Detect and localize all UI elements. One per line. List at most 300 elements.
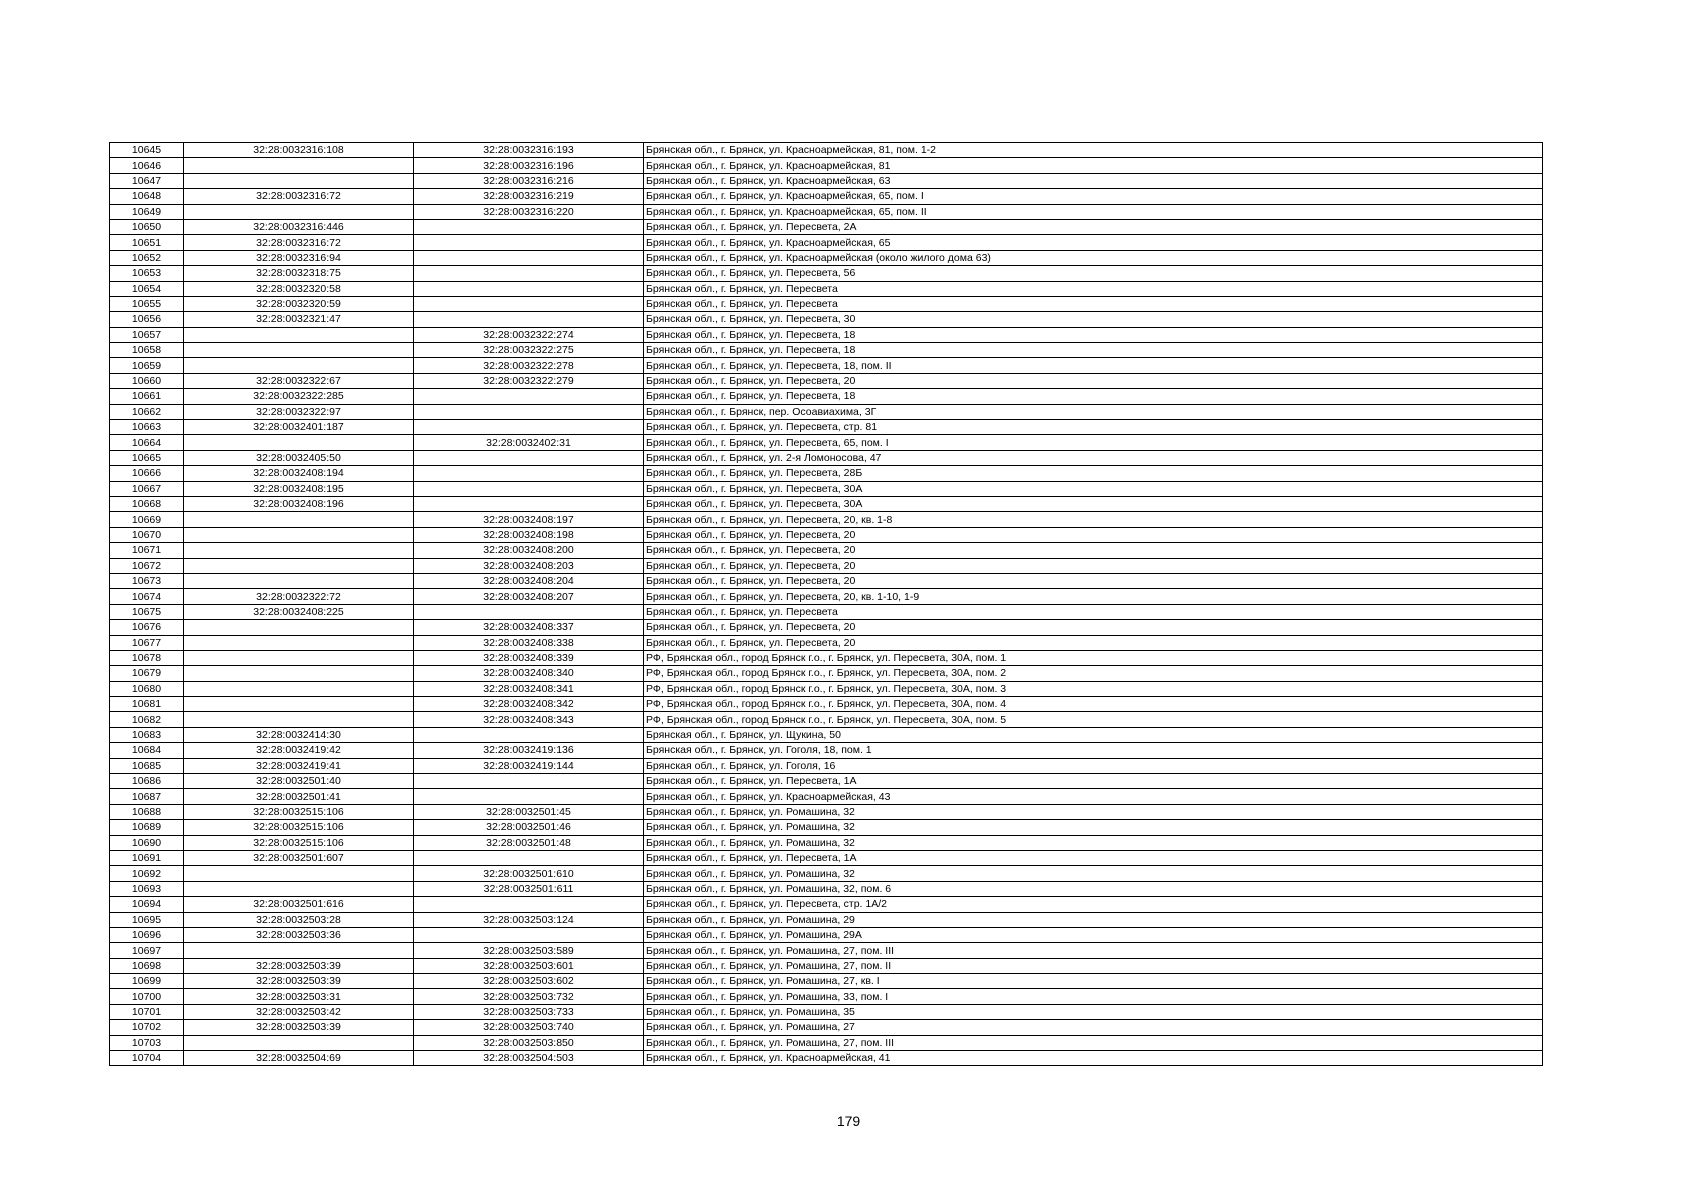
land-cadastral-number-cell: 32:28:0032318:75 xyxy=(184,266,414,281)
land-cadastral-number-cell: 32:28:0032515:106 xyxy=(184,820,414,835)
address-cell: Брянская обл., г. Брянск, ул. Пересвета, 20 xyxy=(644,635,1543,650)
building-cadastral-number-cell xyxy=(414,466,644,481)
table-row xyxy=(110,1035,1543,1050)
address-cell: Брянская обл., г. Брянск, ул. Пересвета, 20 xyxy=(644,373,1543,388)
building-cadastral-number-cell: 32:28:0032408:341 xyxy=(414,681,644,696)
row-number-cell: 10672 xyxy=(110,558,184,573)
building-cadastral-number-cell: 32:28:0032501:46 xyxy=(414,820,644,835)
row-number-cell: 10699 xyxy=(110,974,184,989)
land-cadastral-number-cell: 32:28:0032503:39 xyxy=(184,1020,414,1035)
table-row xyxy=(110,743,1543,758)
table-row xyxy=(110,204,1543,219)
table-row xyxy=(110,850,1543,865)
table-row xyxy=(110,312,1543,327)
table-row xyxy=(110,1051,1543,1066)
row-number-cell: 10692 xyxy=(110,866,184,881)
building-cadastral-number-cell xyxy=(414,604,644,619)
address-cell: Брянская обл., г. Брянск, ул. Пересвета xyxy=(644,604,1543,619)
row-number-cell: 10693 xyxy=(110,881,184,896)
land-cadastral-number-cell xyxy=(184,358,414,373)
table-row xyxy=(110,666,1543,681)
address-cell: Брянская обл., г. Брянск, ул. Пересвета, 20 xyxy=(644,620,1543,635)
address-cell: Брянская обл., г. Брянск, ул. Ромашина, 27, пом. III xyxy=(644,943,1543,958)
building-cadastral-number-cell: 32:28:0032408:207 xyxy=(414,589,644,604)
land-cadastral-number-cell xyxy=(184,650,414,665)
address-cell: Брянская обл., г. Брянск, ул. Пересвета, 18, пом. II xyxy=(644,358,1543,373)
building-cadastral-number-cell xyxy=(414,235,644,250)
table-row xyxy=(110,943,1543,958)
row-number-cell: 10650 xyxy=(110,219,184,234)
building-cadastral-number-cell xyxy=(414,774,644,789)
table-row xyxy=(110,712,1543,727)
building-cadastral-number-cell: 32:28:0032408:342 xyxy=(414,697,644,712)
row-number-cell: 10646 xyxy=(110,158,184,173)
table-row xyxy=(110,820,1543,835)
building-cadastral-number-cell: 32:28:0032408:338 xyxy=(414,635,644,650)
building-cadastral-number-cell: 32:28:0032503:589 xyxy=(414,943,644,958)
row-number-cell: 10694 xyxy=(110,897,184,912)
land-cadastral-number-cell: 32:28:0032501:41 xyxy=(184,789,414,804)
table-row xyxy=(110,450,1543,465)
table-row xyxy=(110,1020,1543,1035)
table-row xyxy=(110,681,1543,696)
land-cadastral-number-cell: 32:28:0032501:40 xyxy=(184,774,414,789)
address-cell: Брянская обл., г. Брянск, ул. Гоголя, 18, пом. 1 xyxy=(644,743,1543,758)
cadastral-table xyxy=(109,142,1543,1066)
table-row xyxy=(110,912,1543,927)
building-cadastral-number-cell: 32:28:0032408:343 xyxy=(414,712,644,727)
building-cadastral-number-cell: 32:28:0032316:193 xyxy=(414,143,644,158)
land-cadastral-number-cell: 32:28:0032316:72 xyxy=(184,189,414,204)
table-row xyxy=(110,974,1543,989)
table-row xyxy=(110,481,1543,496)
land-cadastral-number-cell xyxy=(184,158,414,173)
row-number-cell: 10652 xyxy=(110,250,184,265)
table-row xyxy=(110,897,1543,912)
building-cadastral-number-cell: 32:28:0032419:144 xyxy=(414,758,644,773)
building-cadastral-number-cell: 32:28:0032408:340 xyxy=(414,666,644,681)
address-cell: Брянская обл., г. Брянск, ул. Красноармейская, 65 xyxy=(644,235,1543,250)
table-row xyxy=(110,697,1543,712)
table-row xyxy=(110,266,1543,281)
address-cell: Брянская обл., г. Брянск, ул. Красноармейская, 43 xyxy=(644,789,1543,804)
row-number-cell: 10655 xyxy=(110,296,184,311)
table-row xyxy=(110,804,1543,819)
row-number-cell: 10671 xyxy=(110,543,184,558)
row-number-cell: 10673 xyxy=(110,573,184,588)
row-number-cell: 10667 xyxy=(110,481,184,496)
building-cadastral-number-cell xyxy=(414,404,644,419)
address-cell: Брянская обл., г. Брянск, ул. Красноармейская, 81 xyxy=(644,158,1543,173)
row-number-cell: 10662 xyxy=(110,404,184,419)
building-cadastral-number-cell xyxy=(414,389,644,404)
row-number-cell: 10648 xyxy=(110,189,184,204)
row-number-cell: 10670 xyxy=(110,527,184,542)
address-cell: Брянская обл., г. Брянск, ул. Пересвета, 65, пом. I xyxy=(644,435,1543,450)
building-cadastral-number-cell xyxy=(414,481,644,496)
row-number-cell: 10674 xyxy=(110,589,184,604)
land-cadastral-number-cell: 32:28:0032316:446 xyxy=(184,219,414,234)
address-cell: Брянская обл., г. Брянск, ул. Пересвета, 30А xyxy=(644,496,1543,511)
table-row xyxy=(110,373,1543,388)
building-cadastral-number-cell: 32:28:0032322:279 xyxy=(414,373,644,388)
row-number-cell: 10698 xyxy=(110,958,184,973)
table-row xyxy=(110,758,1543,773)
land-cadastral-number-cell: 32:28:0032321:47 xyxy=(184,312,414,327)
row-number-cell: 10647 xyxy=(110,173,184,188)
building-cadastral-number-cell: 32:28:0032503:850 xyxy=(414,1035,644,1050)
row-number-cell: 10680 xyxy=(110,681,184,696)
land-cadastral-number-cell: 32:28:0032503:36 xyxy=(184,927,414,942)
table-row xyxy=(110,281,1543,296)
table-row xyxy=(110,235,1543,250)
land-cadastral-number-cell: 32:28:0032501:607 xyxy=(184,850,414,865)
land-cadastral-number-cell xyxy=(184,543,414,558)
land-cadastral-number-cell: 32:28:0032501:616 xyxy=(184,897,414,912)
row-number-cell: 10685 xyxy=(110,758,184,773)
table-row xyxy=(110,604,1543,619)
land-cadastral-number-cell xyxy=(184,558,414,573)
building-cadastral-number-cell: 32:28:0032408:204 xyxy=(414,573,644,588)
table-body xyxy=(110,143,1543,1066)
land-cadastral-number-cell xyxy=(184,635,414,650)
address-cell: Брянская обл., г. Брянск, ул. Пересвета, стр. 81 xyxy=(644,420,1543,435)
building-cadastral-number-cell: 32:28:0032316:220 xyxy=(414,204,644,219)
table-row xyxy=(110,466,1543,481)
address-cell: Брянская обл., г. Брянск, ул. Пересвета, 1А xyxy=(644,774,1543,789)
table-row xyxy=(110,958,1543,973)
table-row xyxy=(110,620,1543,635)
address-cell: Брянская обл., г. Брянск, ул. Пересвета, 28Б xyxy=(644,466,1543,481)
land-cadastral-number-cell: 32:28:0032322:97 xyxy=(184,404,414,419)
address-cell: Брянская обл., г. Брянск, ул. Ромашина, 27, кв. I xyxy=(644,974,1543,989)
row-number-cell: 10663 xyxy=(110,420,184,435)
address-cell: Брянская обл., г. Брянск, ул. Красноармейская, 65, пом. II xyxy=(644,204,1543,219)
address-cell: Брянская обл., г. Брянск, ул. Пересвета, 20 xyxy=(644,543,1543,558)
row-number-cell: 10651 xyxy=(110,235,184,250)
address-cell: РФ, Брянская обл., город Брянск г.о., г. Брянск, ул. Пересвета, 30А, пом. 3 xyxy=(644,681,1543,696)
row-number-cell: 10684 xyxy=(110,743,184,758)
land-cadastral-number-cell xyxy=(184,327,414,342)
row-number-cell: 10701 xyxy=(110,1004,184,1019)
table-row xyxy=(110,650,1543,665)
land-cadastral-number-cell: 32:28:0032408:225 xyxy=(184,604,414,619)
row-number-cell: 10654 xyxy=(110,281,184,296)
building-cadastral-number-cell xyxy=(414,420,644,435)
land-cadastral-number-cell: 32:28:0032322:285 xyxy=(184,389,414,404)
building-cadastral-number-cell xyxy=(414,850,644,865)
address-cell: Брянская обл., г. Брянск, ул. Красноармейская, 81, пом. 1-2 xyxy=(644,143,1543,158)
address-cell: Брянская обл., г. Брянск, ул. Пересвета, 20 xyxy=(644,558,1543,573)
building-cadastral-number-cell: 32:28:0032503:124 xyxy=(414,912,644,927)
table-row xyxy=(110,835,1543,850)
building-cadastral-number-cell: 32:28:0032408:200 xyxy=(414,543,644,558)
address-cell: Брянская обл., г. Брянск, ул. Пересвета, 2А xyxy=(644,219,1543,234)
building-cadastral-number-cell xyxy=(414,496,644,511)
land-cadastral-number-cell xyxy=(184,435,414,450)
land-cadastral-number-cell: 32:28:0032419:41 xyxy=(184,758,414,773)
land-cadastral-number-cell: 32:28:0032503:39 xyxy=(184,974,414,989)
row-number-cell: 10677 xyxy=(110,635,184,650)
row-number-cell: 10695 xyxy=(110,912,184,927)
land-cadastral-number-cell xyxy=(184,173,414,188)
address-cell: Брянская обл., г. Брянск, ул. Гоголя, 16 xyxy=(644,758,1543,773)
row-number-cell: 10682 xyxy=(110,712,184,727)
building-cadastral-number-cell: 32:28:0032501:48 xyxy=(414,835,644,850)
building-cadastral-number-cell xyxy=(414,250,644,265)
address-cell: РФ, Брянская обл., город Брянск г.о., г. Брянск, ул. Пересвета, 30А, пом. 2 xyxy=(644,666,1543,681)
land-cadastral-number-cell: 32:28:0032503:28 xyxy=(184,912,414,927)
table-row xyxy=(110,189,1543,204)
table-row xyxy=(110,143,1543,158)
table-row xyxy=(110,558,1543,573)
row-number-cell: 10687 xyxy=(110,789,184,804)
address-cell: Брянская обл., г. Брянск, ул. Пересвета, 20, кв. 1-10, 1-9 xyxy=(644,589,1543,604)
row-number-cell: 10688 xyxy=(110,804,184,819)
address-cell: Брянская обл., г. Брянск, ул. Щукина, 50 xyxy=(644,727,1543,742)
land-cadastral-number-cell: 32:28:0032408:194 xyxy=(184,466,414,481)
building-cadastral-number-cell: 32:28:0032316:196 xyxy=(414,158,644,173)
address-cell: Брянская обл., г. Брянск, ул. Пересвета, 18 xyxy=(644,327,1543,342)
building-cadastral-number-cell xyxy=(414,281,644,296)
address-cell: Брянская обл., г. Брянск, ул. Ромашина, 27 xyxy=(644,1020,1543,1035)
building-cadastral-number-cell: 32:28:0032322:274 xyxy=(414,327,644,342)
table-row xyxy=(110,404,1543,419)
table-row xyxy=(110,435,1543,450)
land-cadastral-number-cell xyxy=(184,943,414,958)
building-cadastral-number-cell xyxy=(414,789,644,804)
land-cadastral-number-cell: 32:28:0032320:59 xyxy=(184,296,414,311)
row-number-cell: 10689 xyxy=(110,820,184,835)
row-number-cell: 10661 xyxy=(110,389,184,404)
table-row xyxy=(110,635,1543,650)
address-cell: Брянская обл., г. Брянск, ул. Пересвета, 56 xyxy=(644,266,1543,281)
land-cadastral-number-cell xyxy=(184,681,414,696)
row-number-cell: 10703 xyxy=(110,1035,184,1050)
row-number-cell: 10666 xyxy=(110,466,184,481)
address-cell: Брянская обл., г. Брянск, ул. 2-я Ломоносова, 47 xyxy=(644,450,1543,465)
address-cell: Брянская обл., г. Брянск, ул. Красноармейская, 63 xyxy=(644,173,1543,188)
table-row xyxy=(110,589,1543,604)
land-cadastral-number-cell xyxy=(184,866,414,881)
table-row xyxy=(110,173,1543,188)
address-cell: Брянская обл., г. Брянск, ул. Ромашина, 32 xyxy=(644,866,1543,881)
building-cadastral-number-cell: 32:28:0032419:136 xyxy=(414,743,644,758)
building-cadastral-number-cell: 32:28:0032503:733 xyxy=(414,1004,644,1019)
table-row xyxy=(110,727,1543,742)
row-number-cell: 10669 xyxy=(110,512,184,527)
address-cell: Брянская обл., г. Брянск, ул. Пересвета, 18 xyxy=(644,389,1543,404)
land-cadastral-number-cell: 32:28:0032322:67 xyxy=(184,373,414,388)
land-cadastral-number-cell: 32:28:0032316:72 xyxy=(184,235,414,250)
building-cadastral-number-cell: 32:28:0032408:203 xyxy=(414,558,644,573)
row-number-cell: 10653 xyxy=(110,266,184,281)
address-cell: Брянская обл., г. Брянск, ул. Ромашина, 27, пом. II xyxy=(644,958,1543,973)
page-number: 179 xyxy=(836,1113,861,1129)
building-cadastral-number-cell xyxy=(414,219,644,234)
address-cell: Брянская обл., г. Брянск, ул. Пересвета xyxy=(644,296,1543,311)
building-cadastral-number-cell xyxy=(414,266,644,281)
land-cadastral-number-cell xyxy=(184,666,414,681)
address-cell: Брянская обл., г. Брянск, ул. Пересвета, 20 xyxy=(644,573,1543,588)
address-cell: Брянская обл., г. Брянск, ул. Пересвета, стр. 1А/2 xyxy=(644,897,1543,912)
row-number-cell: 10678 xyxy=(110,650,184,665)
land-cadastral-number-cell: 32:28:0032515:106 xyxy=(184,835,414,850)
address-cell: Брянская обл., г. Брянск, пер. Осоавиахима, 3Г xyxy=(644,404,1543,419)
address-cell: РФ, Брянская обл., город Брянск г.о., г. Брянск, ул. Пересвета, 30А, пом. 1 xyxy=(644,650,1543,665)
land-cadastral-number-cell xyxy=(184,881,414,896)
table-row xyxy=(110,866,1543,881)
land-cadastral-number-cell: 32:28:0032503:42 xyxy=(184,1004,414,1019)
land-cadastral-number-cell: 32:28:0032419:42 xyxy=(184,743,414,758)
building-cadastral-number-cell: 32:28:0032408:337 xyxy=(414,620,644,635)
building-cadastral-number-cell: 32:28:0032322:275 xyxy=(414,343,644,358)
building-cadastral-number-cell: 32:28:0032503:602 xyxy=(414,974,644,989)
land-cadastral-number-cell: 32:28:0032316:94 xyxy=(184,250,414,265)
table-row xyxy=(110,774,1543,789)
row-number-cell: 10683 xyxy=(110,727,184,742)
row-number-cell: 10657 xyxy=(110,327,184,342)
land-cadastral-number-cell: 32:28:0032320:58 xyxy=(184,281,414,296)
table-row xyxy=(110,927,1543,942)
land-cadastral-number-cell: 32:28:0032405:50 xyxy=(184,450,414,465)
row-number-cell: 10697 xyxy=(110,943,184,958)
table-row xyxy=(110,158,1543,173)
address-cell: Брянская обл., г. Брянск, ул. Ромашина, 27, пом. III xyxy=(644,1035,1543,1050)
land-cadastral-number-cell: 32:28:0032503:39 xyxy=(184,958,414,973)
building-cadastral-number-cell xyxy=(414,897,644,912)
building-cadastral-number-cell xyxy=(414,927,644,942)
building-cadastral-number-cell: 32:28:0032316:219 xyxy=(414,189,644,204)
address-cell: Брянская обл., г. Брянск, ул. Пересвета, 1А xyxy=(644,850,1543,865)
address-cell: Брянская обл., г. Брянск, ул. Пересвета, 20, кв. 1-8 xyxy=(644,512,1543,527)
row-number-cell: 10656 xyxy=(110,312,184,327)
land-cadastral-number-cell xyxy=(184,527,414,542)
row-number-cell: 10664 xyxy=(110,435,184,450)
land-cadastral-number-cell xyxy=(184,343,414,358)
address-cell: Брянская обл., г. Брянск, ул. Пересвета, 18 xyxy=(644,343,1543,358)
row-number-cell: 10668 xyxy=(110,496,184,511)
row-number-cell: 10690 xyxy=(110,835,184,850)
land-cadastral-number-cell xyxy=(184,1035,414,1050)
building-cadastral-number-cell: 32:28:0032501:45 xyxy=(414,804,644,819)
address-cell: Брянская обл., г. Брянск, ул. Ромашина, 35 xyxy=(644,1004,1543,1019)
land-cadastral-number-cell: 32:28:0032515:106 xyxy=(184,804,414,819)
building-cadastral-number-cell: 32:28:0032503:601 xyxy=(414,958,644,973)
address-cell: Брянская обл., г. Брянск, ул. Ромашина, 29 xyxy=(644,912,1543,927)
building-cadastral-number-cell: 32:28:0032408:197 xyxy=(414,512,644,527)
land-cadastral-number-cell: 32:28:0032414:30 xyxy=(184,727,414,742)
row-number-cell: 10691 xyxy=(110,850,184,865)
building-cadastral-number-cell: 32:28:0032501:610 xyxy=(414,866,644,881)
table-row xyxy=(110,989,1543,1004)
table-row xyxy=(110,327,1543,342)
land-cadastral-number-cell xyxy=(184,712,414,727)
land-cadastral-number-cell xyxy=(184,512,414,527)
row-number-cell: 10696 xyxy=(110,927,184,942)
table-row xyxy=(110,420,1543,435)
building-cadastral-number-cell: 32:28:0032501:611 xyxy=(414,881,644,896)
table-row xyxy=(110,527,1543,542)
building-cadastral-number-cell: 32:28:0032503:740 xyxy=(414,1020,644,1035)
table-row xyxy=(110,496,1543,511)
row-number-cell: 10665 xyxy=(110,450,184,465)
row-number-cell: 10679 xyxy=(110,666,184,681)
land-cadastral-number-cell: 32:28:0032408:196 xyxy=(184,496,414,511)
row-number-cell: 10649 xyxy=(110,204,184,219)
building-cadastral-number-cell xyxy=(414,727,644,742)
row-number-cell: 10645 xyxy=(110,143,184,158)
land-cadastral-number-cell: 32:28:0032503:31 xyxy=(184,989,414,1004)
table-row xyxy=(110,881,1543,896)
table-row xyxy=(110,296,1543,311)
address-cell: Брянская обл., г. Брянск, ул. Пересвета, 20 xyxy=(644,527,1543,542)
table-row xyxy=(110,789,1543,804)
row-number-cell: 10658 xyxy=(110,343,184,358)
land-cadastral-number-cell: 32:28:0032322:72 xyxy=(184,589,414,604)
address-cell: Брянская обл., г. Брянск, ул. Пересвета xyxy=(644,281,1543,296)
row-number-cell: 10686 xyxy=(110,774,184,789)
row-number-cell: 10659 xyxy=(110,358,184,373)
address-cell: Брянская обл., г. Брянск, ул. Ромашина, 29А xyxy=(644,927,1543,942)
address-cell: Брянская обл., г. Брянск, ул. Пересвета, 30 xyxy=(644,312,1543,327)
building-cadastral-number-cell: 32:28:0032316:216 xyxy=(414,173,644,188)
row-number-cell: 10681 xyxy=(110,697,184,712)
land-cadastral-number-cell xyxy=(184,204,414,219)
address-cell: РФ, Брянская обл., город Брянск г.о., г. Брянск, ул. Пересвета, 30А, пом. 5 xyxy=(644,712,1543,727)
row-number-cell: 10676 xyxy=(110,620,184,635)
address-cell: Брянская обл., г. Брянск, ул. Ромашина, 32 xyxy=(644,835,1543,850)
table-row xyxy=(110,573,1543,588)
address-cell: Брянская обл., г. Брянск, ул. Пересвета, 30А xyxy=(644,481,1543,496)
address-cell: Брянская обл., г. Брянск, ул. Красноармейская, 41 xyxy=(644,1051,1543,1066)
building-cadastral-number-cell: 32:28:0032402:31 xyxy=(414,435,644,450)
row-number-cell: 10675 xyxy=(110,604,184,619)
building-cadastral-number-cell: 32:28:0032322:278 xyxy=(414,358,644,373)
land-cadastral-number-cell: 32:28:0032316:108 xyxy=(184,143,414,158)
address-cell: Брянская обл., г. Брянск, ул. Красноармейская, 65, пом. I xyxy=(644,189,1543,204)
land-cadastral-number-cell xyxy=(184,573,414,588)
land-cadastral-number-cell: 32:28:0032504:69 xyxy=(184,1051,414,1066)
table-row xyxy=(110,219,1543,234)
row-number-cell: 10660 xyxy=(110,373,184,388)
building-cadastral-number-cell: 32:28:0032408:339 xyxy=(414,650,644,665)
address-cell: Брянская обл., г. Брянск, ул. Ромашина, 32 xyxy=(644,804,1543,819)
table-row xyxy=(110,543,1543,558)
land-cadastral-number-cell xyxy=(184,697,414,712)
building-cadastral-number-cell xyxy=(414,312,644,327)
table-row xyxy=(110,1004,1543,1019)
land-cadastral-number-cell xyxy=(184,620,414,635)
address-cell: Брянская обл., г. Брянск, ул. Красноармейская (около жилого дома 63) xyxy=(644,250,1543,265)
table-row xyxy=(110,389,1543,404)
table-row xyxy=(110,343,1543,358)
land-cadastral-number-cell: 32:28:0032401:187 xyxy=(184,420,414,435)
address-cell: РФ, Брянская обл., город Брянск г.о., г. Брянск, ул. Пересвета, 30А, пом. 4 xyxy=(644,697,1543,712)
address-cell: Брянская обл., г. Брянск, ул. Ромашина, 33, пом. I xyxy=(644,989,1543,1004)
table-row xyxy=(110,250,1543,265)
building-cadastral-number-cell: 32:28:0032503:732 xyxy=(414,989,644,1004)
table-row xyxy=(110,512,1543,527)
building-cadastral-number-cell xyxy=(414,296,644,311)
address-cell: Брянская обл., г. Брянск, ул. Ромашина, 32 xyxy=(644,820,1543,835)
address-cell: Брянская обл., г. Брянск, ул. Ромашина, 32, пом. 6 xyxy=(644,881,1543,896)
row-number-cell: 10704 xyxy=(110,1051,184,1066)
building-cadastral-number-cell: 32:28:0032504:503 xyxy=(414,1051,644,1066)
table-row xyxy=(110,358,1543,373)
building-cadastral-number-cell: 32:28:0032408:198 xyxy=(414,527,644,542)
building-cadastral-number-cell xyxy=(414,450,644,465)
